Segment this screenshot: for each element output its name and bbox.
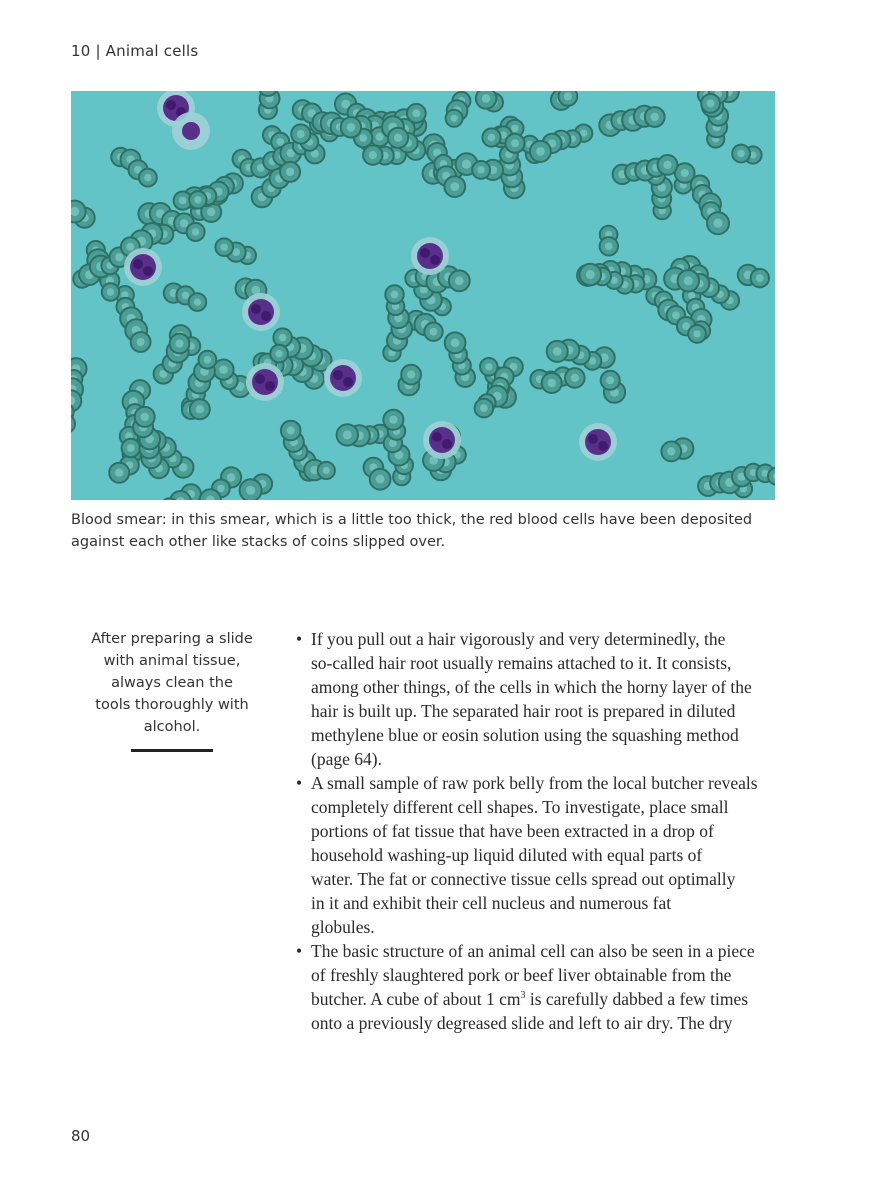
red-blood-cell-center [451, 338, 460, 347]
red-blood-cell-center [737, 150, 745, 158]
red-blood-cell-center [389, 416, 397, 424]
list-item-line: among other things, of the cells in which the horny layer of the [311, 677, 752, 697]
red-blood-cell-center [586, 270, 595, 279]
red-blood-cell-center [204, 356, 211, 363]
white-blood-cell-lobe [255, 374, 265, 384]
bullet-icon: • [296, 941, 303, 961]
red-blood-cell-center [482, 94, 491, 103]
red-blood-cell-center [451, 115, 458, 122]
red-blood-cell-center [115, 469, 123, 477]
white-blood-cell-lobe [588, 434, 598, 444]
red-blood-cell-center [488, 134, 496, 142]
red-blood-cell-center [297, 130, 305, 138]
red-blood-cell-center [693, 330, 700, 337]
margin-note-line: alcohol. [143, 719, 201, 735]
red-blood-cell-center [279, 334, 287, 342]
list-item-line: water. The fat or connective tissue cells spread out optimally [311, 869, 736, 889]
red-blood-cell-center [286, 168, 294, 176]
red-blood-cell-center [175, 340, 183, 348]
red-blood-cell-center [246, 486, 255, 495]
red-blood-cell-center [480, 404, 488, 412]
red-blood-cell-center [672, 311, 680, 319]
white-blood-cell-lobe [251, 304, 261, 314]
list-item-text: is carefully dabbed a few times [525, 989, 749, 1009]
instruction-list [296, 627, 796, 1035]
red-blood-cell-center [180, 219, 188, 227]
list-item-line: household washing-up liquid diluted with equal parts of [311, 845, 703, 865]
blood-smear-figure [71, 91, 775, 500]
red-blood-cell-center [511, 125, 518, 132]
margin-note-line: with animal tissue, [103, 653, 241, 669]
red-blood-cell-center [511, 139, 519, 147]
white-blood-cell-lobe [598, 441, 608, 451]
red-blood-cell-center [369, 151, 377, 159]
bullet-icon: • [296, 773, 303, 793]
white-blood-cell-nucleus [585, 429, 611, 455]
red-blood-cell-center [347, 123, 356, 132]
white-blood-cell-nucleus [248, 299, 274, 325]
list-item-line: (page 64). [311, 749, 382, 769]
red-blood-cell-center [194, 298, 201, 305]
white-blood-cell-lobe [265, 381, 275, 391]
list-item-line: of freshly slaughtered pork or beef liver obtainable from the [311, 965, 732, 985]
red-blood-cell-center [756, 274, 764, 282]
red-blood-cell-center [359, 134, 367, 142]
red-blood-cell-center [287, 426, 295, 434]
list-item [296, 771, 796, 939]
red-blood-cell-center [137, 338, 145, 346]
list-item-line [311, 987, 796, 1011]
red-blood-cell-center [681, 169, 689, 177]
red-blood-cell-center [394, 134, 402, 142]
superscript: 3 [520, 990, 526, 1002]
red-blood-cell-center [548, 379, 556, 387]
white-blood-cell-lobe [432, 432, 442, 442]
red-blood-cell-center [179, 197, 187, 205]
red-blood-cell-center [651, 113, 659, 121]
page-number: 80 [71, 1127, 91, 1145]
red-blood-cell-center [376, 133, 384, 141]
red-blood-cell-center [196, 405, 204, 413]
margin-note-line: tools thoroughly with [95, 697, 249, 713]
red-blood-cell-center [684, 276, 693, 285]
red-blood-cell-center [564, 92, 572, 100]
list-item-line: globules. [311, 917, 375, 937]
list-item-line: If you pull out a hair vigorously and very determinedly, the [311, 629, 726, 649]
red-blood-cell-center [407, 371, 415, 379]
red-blood-cell-center [707, 99, 715, 107]
red-blood-cell-center [606, 376, 614, 384]
red-blood-cell-center [376, 475, 385, 484]
red-blood-cell-center [323, 467, 330, 474]
red-blood-cell-center [343, 430, 352, 439]
red-blood-cell-center [275, 350, 282, 357]
white-blood-cell-nucleus [417, 243, 443, 269]
red-blood-cell-center [217, 485, 224, 492]
red-blood-cell-center [194, 196, 201, 203]
red-blood-cell-center [127, 444, 135, 452]
red-blood-cell-center [430, 328, 438, 336]
red-blood-cell-center [553, 347, 562, 356]
white-blood-cell-nucleus [429, 427, 455, 453]
list-item-line: hair is built up. The separated hair root is prepared in diluted [311, 701, 736, 721]
red-blood-cell-center [276, 138, 284, 146]
figure-caption [71, 509, 771, 553]
running-head: 10 | Animal cells [71, 42, 199, 60]
red-blood-cell-center [477, 166, 484, 173]
caption-line: against each other like stacks of coins slipped over. [71, 534, 446, 550]
blood-smear-image [71, 91, 775, 500]
red-blood-cell-center [207, 208, 215, 216]
red-blood-cell-center [144, 174, 151, 181]
list-item [296, 939, 796, 1035]
red-blood-cell-center [141, 413, 149, 421]
red-blood-cell-center [713, 219, 722, 228]
list-item-line: portions of fat tissue that have been extracted in a drop of [311, 821, 714, 841]
white-blood-cell-lobe [420, 248, 430, 258]
red-blood-cell-center [663, 161, 671, 169]
white-blood-cell-nucleus [130, 254, 156, 280]
red-blood-cell-center [221, 244, 228, 251]
red-blood-cell-center [462, 160, 471, 169]
red-blood-cell-center [485, 363, 492, 370]
red-blood-cell-center [605, 242, 613, 250]
red-blood-cell-center [391, 291, 399, 299]
margin-note [86, 628, 258, 738]
white-blood-cell-lobe [166, 100, 176, 110]
margin-note-rule [131, 749, 213, 752]
red-blood-cell-center [182, 292, 190, 300]
list-item-text: butcher. A cube of about 1 cm [311, 989, 521, 1009]
red-blood-cell-center [227, 473, 236, 482]
white-blood-cell-lobe [261, 311, 271, 321]
red-blood-cell-center [126, 243, 134, 251]
white-blood-cell-nucleus [330, 365, 356, 391]
white-blood-cell-lobe [333, 370, 343, 380]
caption-line: Blood smear: in this smear, which is a little too thick, the red blood cells have been deposited [71, 512, 753, 528]
list-item [296, 627, 796, 771]
list-item-line: methylene blue or eosin solution using the squashing method [311, 725, 739, 745]
list-item-line: The basic structure of an animal cell can also be seen in a piece [311, 941, 755, 961]
red-blood-cell-center [115, 253, 123, 261]
list-item-line: A small sample of raw pork belly from the local butcher reveals [311, 773, 758, 793]
red-blood-cell-center [536, 147, 545, 156]
red-blood-cell-center [571, 374, 579, 382]
margin-note-line: After preparing a slide [91, 631, 253, 647]
white-blood-cell-lobe [442, 439, 452, 449]
white-blood-cell-lobe [343, 377, 353, 387]
white-blood-cell-lobe [133, 259, 143, 269]
white-blood-cell-nucleus [252, 369, 278, 395]
red-blood-cell-center [219, 365, 228, 374]
red-blood-cell-center [455, 276, 464, 285]
red-blood-cell-center [107, 288, 114, 295]
red-blood-cell-center [412, 109, 420, 117]
list-item-line: in it and exhibit their cell nucleus and numerous fat [311, 893, 672, 913]
list-item-line: completely different cell shapes. To investigate, place small [311, 797, 729, 817]
bullet-icon: • [296, 629, 303, 649]
list-item-line: so-called hair root usually remains attached to it. It consists, [311, 653, 732, 673]
white-blood-cell-nucleus [182, 122, 200, 140]
white-blood-cell-lobe [430, 255, 440, 265]
white-blood-cell-lobe [143, 266, 153, 276]
list-item-line: onto a previously degreased slide and left to air dry. The dry [311, 1013, 733, 1033]
red-blood-cell-center [667, 447, 675, 455]
margin-note-line: always clean the [111, 675, 233, 691]
red-blood-cell-center [450, 182, 459, 191]
red-blood-cell-center [192, 228, 200, 236]
